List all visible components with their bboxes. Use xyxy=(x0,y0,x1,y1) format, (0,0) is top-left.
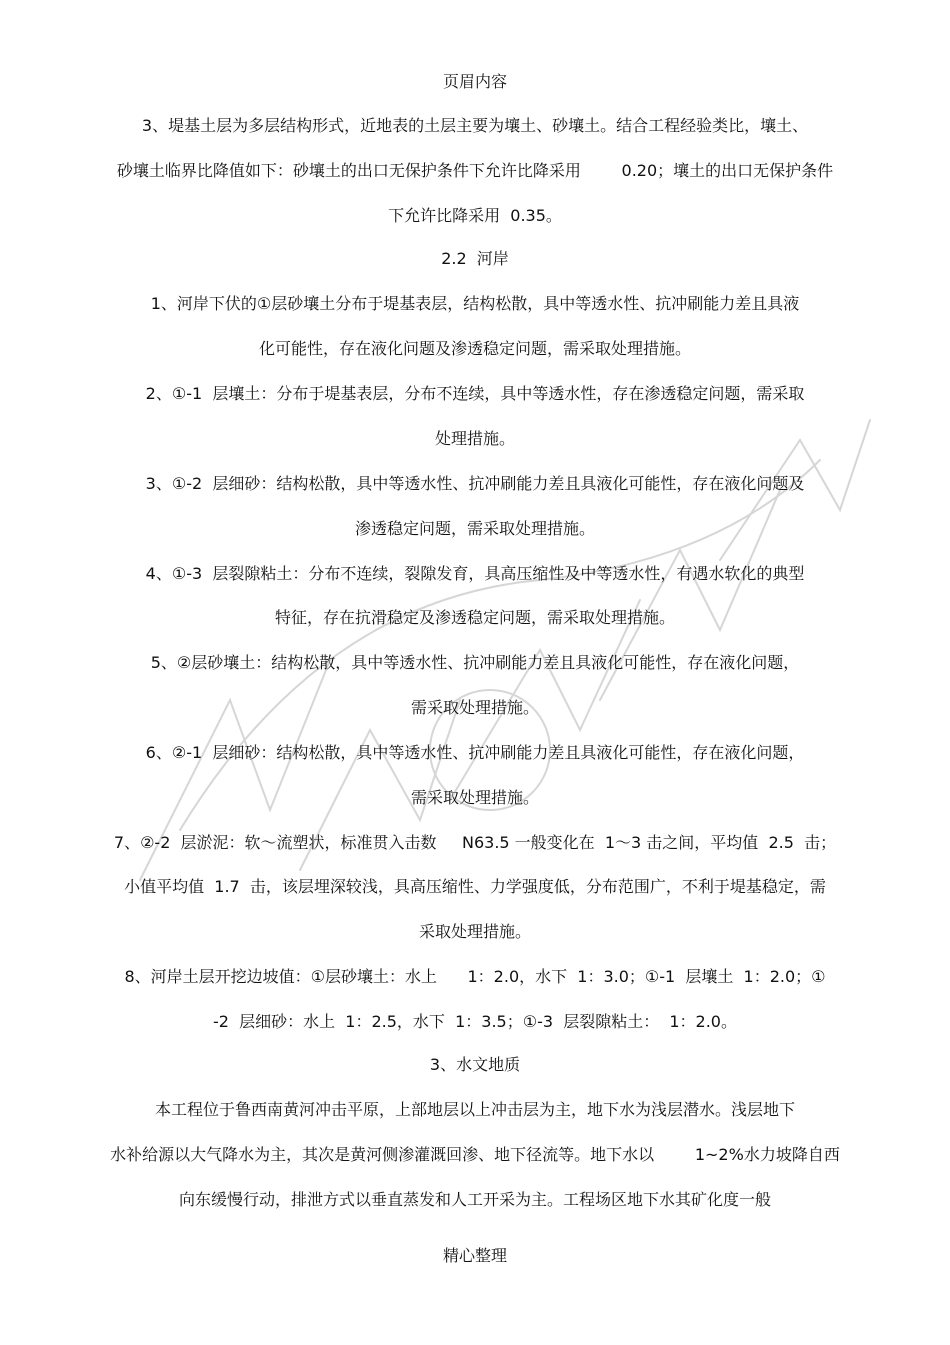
text-line: 3、堤基土层为多层结构形式，近地表的土层主要为壤土、砂壤土。结合工程经验类比，壤土、 xyxy=(141,116,809,135)
text-line: 需采取处理措施。 xyxy=(410,788,539,807)
text-line: 下允许比降采用 0.35。 xyxy=(388,206,562,225)
text-line: 7、②-2 层淤泥：软～流塑状，标准贯入击数 N63.5 一般变化在 1～3 击之间，平均值 2.5 击； xyxy=(113,833,837,852)
text-line: 6、②-1 层细砂：结构松散，具中等透水性、抗冲刷能力差且具液化可能性，存在液化问题， xyxy=(145,743,805,762)
text-line: 3、①-2 层细砂：结构松散，具中等透水性、抗冲刷能力差且具液化可能性，存在液化问题及 xyxy=(145,474,805,493)
section-heading: 3、水文地质 xyxy=(429,1055,521,1074)
text-line: 水补给源以大气降水为主，其次是黄河侧渗灌溉回渗、地下径流等。地下水以 1~2%水力坡降自西 xyxy=(110,1145,840,1164)
text-line: 砂壤土临界比降值如下：砂壤土的出口无保护条件下允许比降采用 0.20；壤土的出口无保护条件 xyxy=(116,161,834,180)
text-line: 4、①-3 层裂隙粘土：分布不连续，裂隙发育，具高压缩性及中等透水性，有遇水软化的典型 xyxy=(145,564,805,583)
text-line: 向东缓慢行动，排泄方式以垂直蒸发和人工开采为主。工程场区地下水其矿化度一般 xyxy=(178,1190,771,1209)
text-line: 8、河岸土层开挖边坡值：①层砂壤土：水上 1：2.0，水下 1：3.0；①-1 层壤土 1：2.0；① xyxy=(124,967,826,986)
text-line: 需采取处理措施。 xyxy=(410,698,539,717)
text-line: 本工程位于鲁西南黄河冲击平原，上部地层以上冲击层为主，地下水为浅层潜水。浅层地下 xyxy=(154,1100,795,1119)
text-line: 特征，存在抗滑稳定及渗透稳定问题，需采取处理措施。 xyxy=(274,608,675,627)
text-line: 渗透稳定问题，需采取处理措施。 xyxy=(354,519,595,538)
text-line: -2 层细砂：水上 1：2.5，水下 1：3.5；①-3 层裂隙粘土： 1：2.0。 xyxy=(213,1012,737,1031)
text-line: 化可能性，存在液化问题及渗透稳定问题，需采取处理措施。 xyxy=(258,339,691,358)
text-line: 1、河岸下伏的①层砂壤土分布于堤基表层，结构松散，具中等透水性、抗冲刷能力差且具液 xyxy=(150,294,800,313)
text-line: 处理措施。 xyxy=(434,429,515,448)
text-line: 2、①-1 层壤土：分布于堤基表层，分布不连续，具中等透水性，存在渗透稳定问题，需采取 xyxy=(145,384,805,403)
text-line: 小值平均值 1.7 击，该层埋深较浅，具高压缩性、力学强度低，分布范围广，不利于堤基稳定，需 xyxy=(124,877,826,896)
page-header: 页眉内容 xyxy=(442,72,507,91)
section-heading: 2.2 河岸 xyxy=(441,249,509,268)
page-footer: 精心整理 xyxy=(442,1246,507,1265)
text-line: 5、②层砂壤土：结构松散，具中等透水性、抗冲刷能力差且具液化可能性，存在液化问题， xyxy=(150,653,800,672)
text-line: 采取处理措施。 xyxy=(418,922,531,941)
